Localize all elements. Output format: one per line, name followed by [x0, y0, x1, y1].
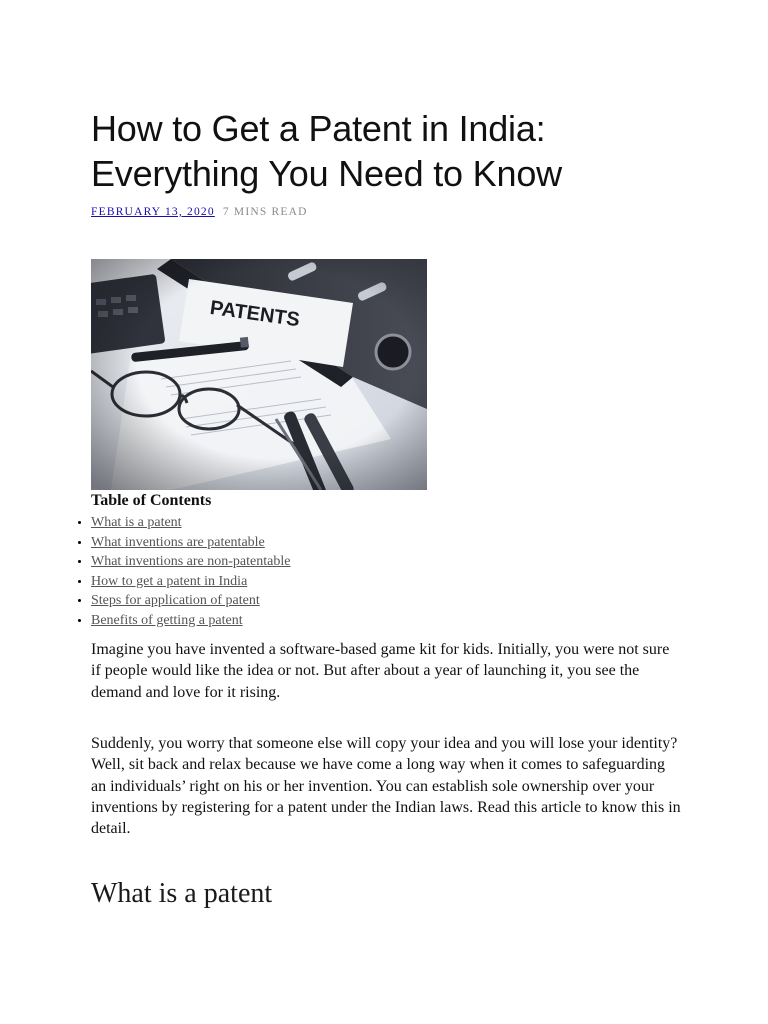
article-meta [91, 206, 308, 218]
toc-item [91, 513, 290, 533]
toc-item [91, 591, 290, 611]
toc-item [91, 572, 290, 592]
toc-link-how-to-get[interactable]: How to get a patent in India [91, 573, 248, 589]
hero-image [91, 259, 427, 490]
intro-paragraph: Imagine you have invented a software-based game kit for kids. Initially, you were not sure if people would like the idea or not. But after about a year of launching it, you see the demand and love for it rising. [91, 641, 670, 701]
toc-link-non-patentable[interactable]: What inventions are non-patentable [91, 554, 291, 569]
toc-item [91, 611, 290, 631]
read-time: 7 MINS READ [222, 206, 308, 218]
toc-link-benefits[interactable]: Benefits of getting a patent [91, 612, 243, 628]
toc-item [91, 552, 290, 572]
article-title: How to Get a Patent in India: Everything You Need to Know [91, 108, 562, 194]
section-heading-what-is-patent: What is a patent [91, 878, 273, 909]
toc-link-what-is-patent[interactable]: What is a patent [91, 515, 182, 530]
toc-link-patentable[interactable]: What inventions are patentable [91, 534, 265, 550]
toc-heading: Table of Contents [91, 492, 212, 509]
date-link[interactable]: FEBRUARY 13, 2020 [91, 206, 215, 218]
toc-item [91, 533, 290, 553]
table-of-contents [66, 513, 290, 630]
toc-link-steps[interactable]: Steps for application of patent [91, 593, 260, 608]
second-paragraph: Suddenly, you worry that someone else will copy your idea and you will lose your identity? Well, sit back and relax because we have come a long way when it comes to safeguarding an individuals’ right on his or her invention. You can establish sole ownership over your inventions by registering for a patent under the Indian laws. Read this article to know this in detail. [91, 735, 681, 838]
